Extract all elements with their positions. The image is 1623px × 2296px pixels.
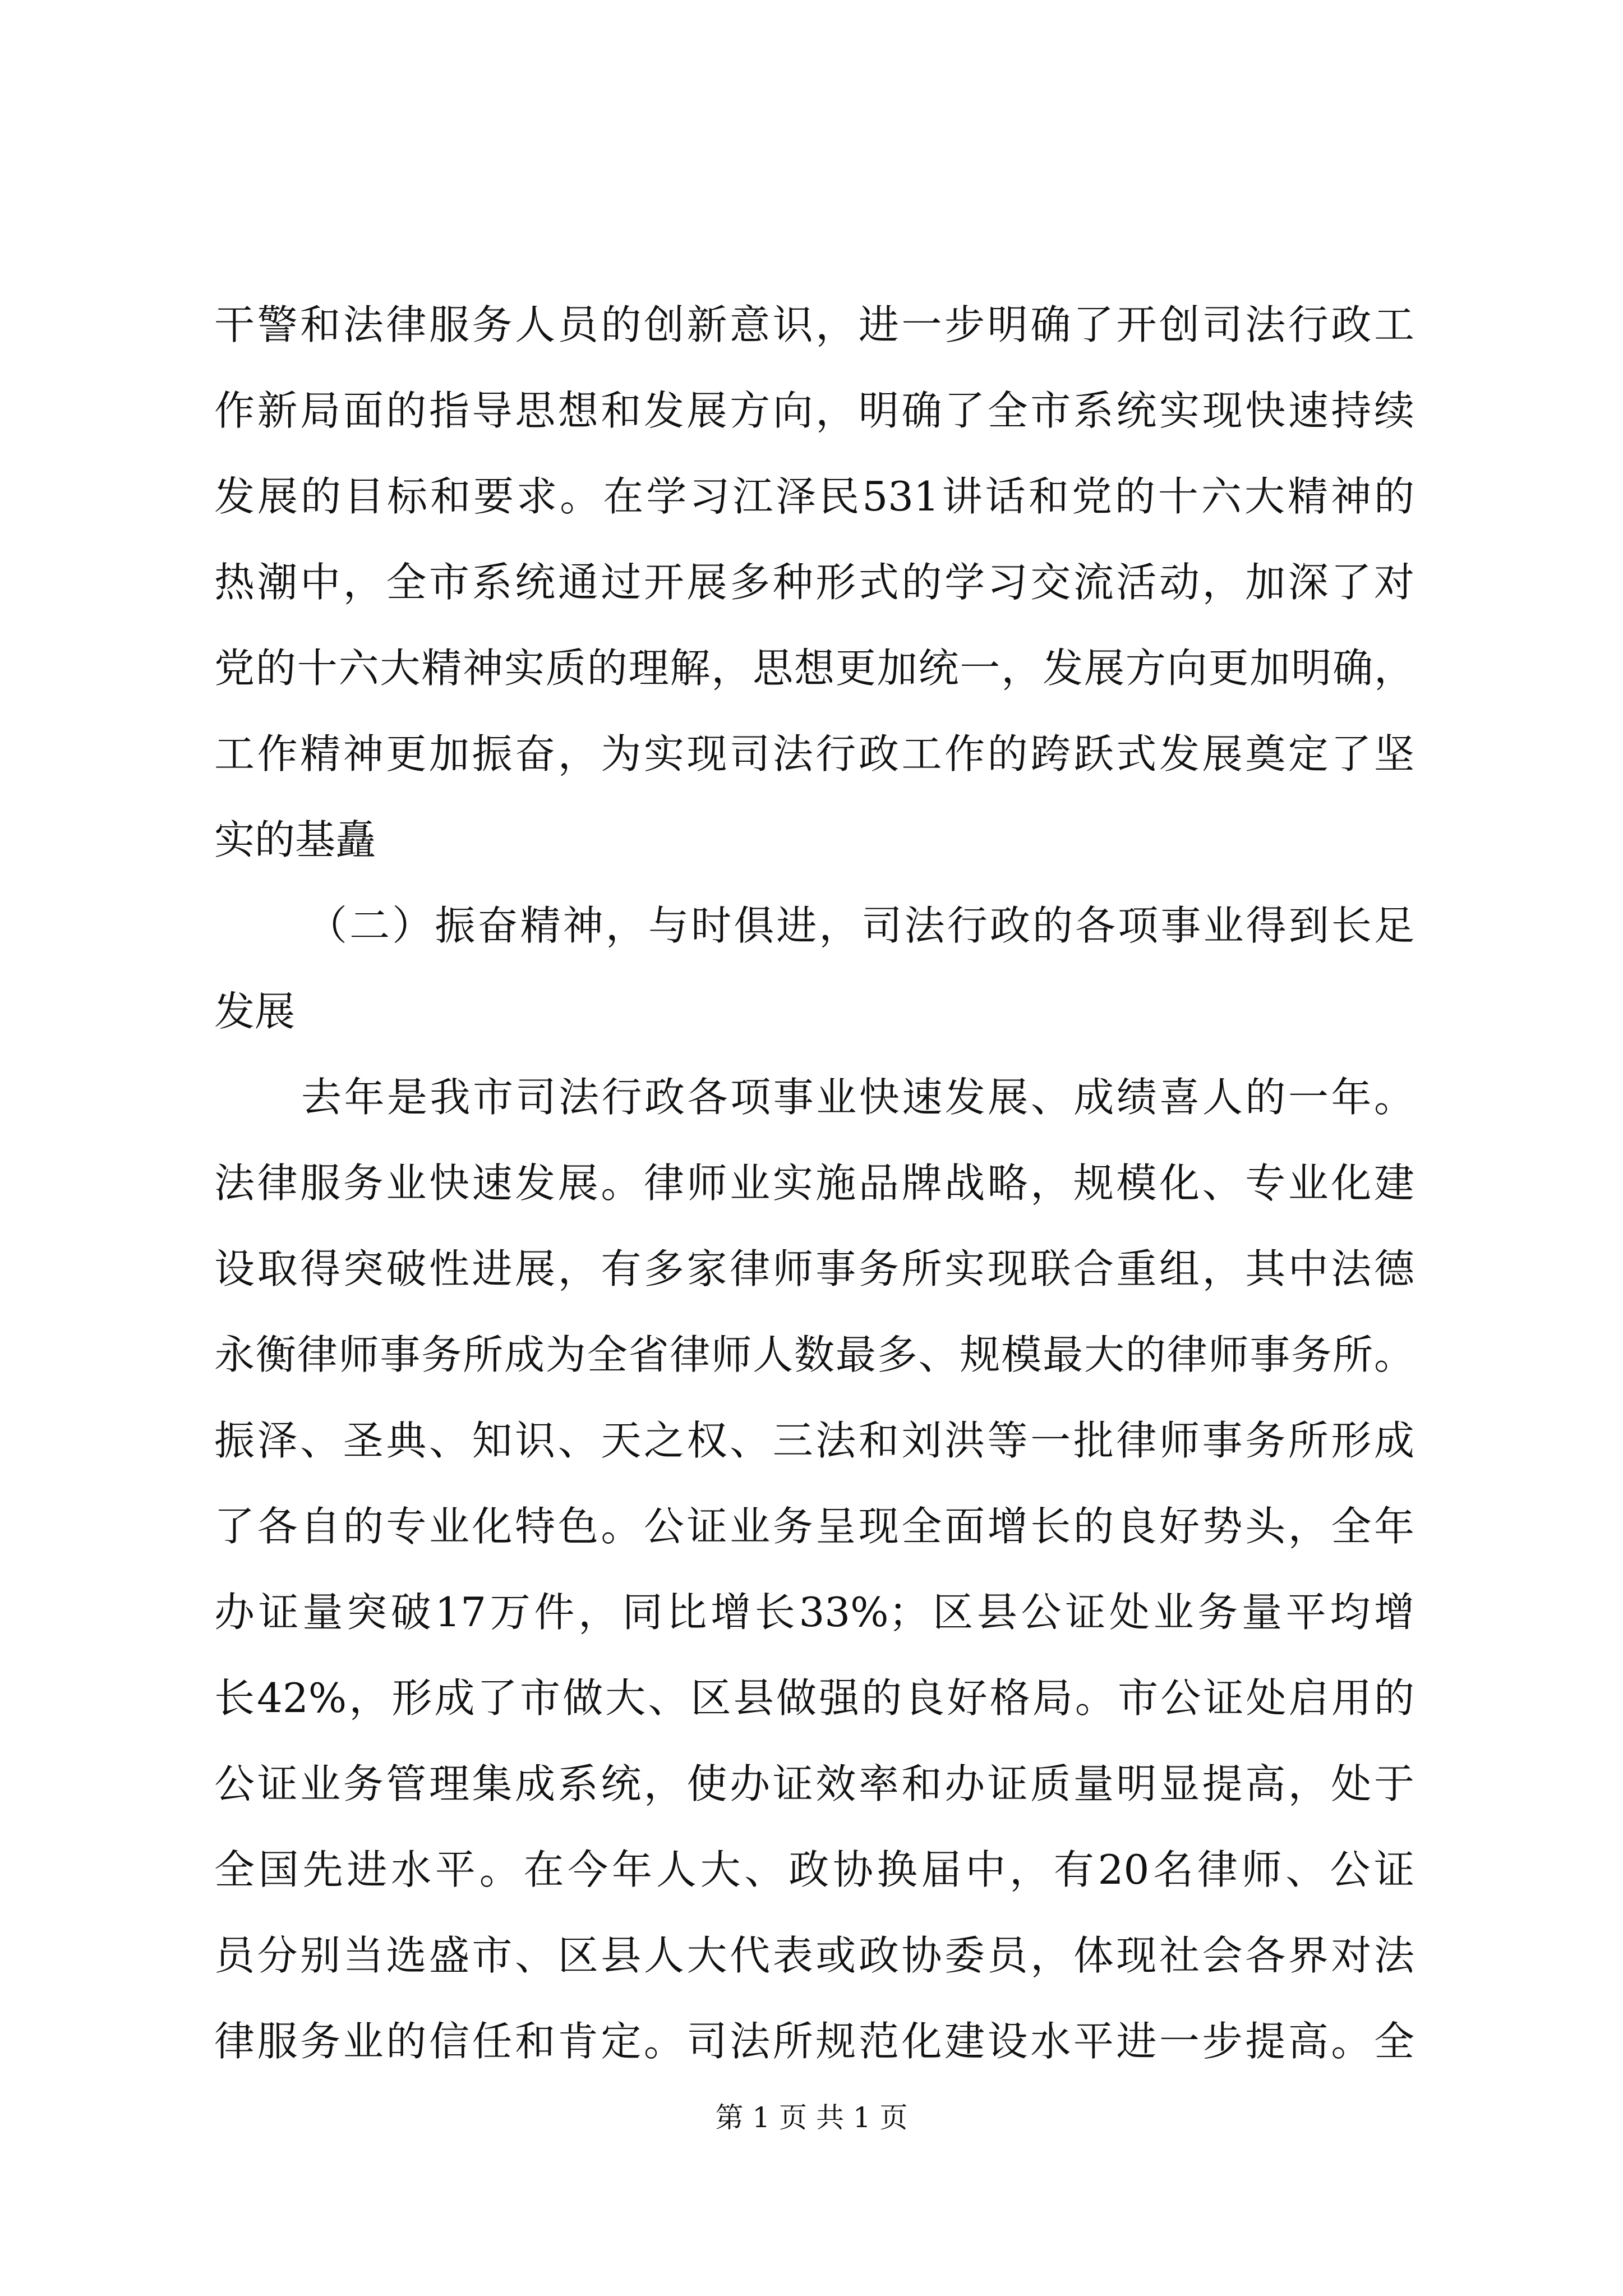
- text-line: 振泽、圣典、知识、天之权、三法和刘洪等一批律师事务所形成: [214, 1417, 1414, 1464]
- text-line: 了各自的专业化特色。公证业务呈现全面增长的良好势头，全年: [214, 1503, 1414, 1550]
- text-line: 实的基矗: [214, 816, 376, 863]
- text-line: 永衡律师事务所成为全省律师人数最多、规模最大的律师事务所。: [214, 1331, 1414, 1378]
- text-line: 办证量突破17万件，同比增长33%；区县公证处业务量平均增: [214, 1589, 1414, 1636]
- text-line: 党的十六大精神实质的理解，思想更加统一，发展方向更加明确，: [214, 645, 1414, 692]
- text-line: 法律服务业快速发展。律师业实施品牌战略，规模化、专业化建: [214, 1159, 1414, 1207]
- text-line: 员分别当选盛市、区县人大代表或政协委员，体现社会各界对法: [214, 1932, 1414, 1979]
- text-line: 律服务业的信任和肯定。司法所规范化建设水平进一步提高。全: [214, 2018, 1414, 2065]
- text-line: 长42%，形成了市做大、区县做强的良好格局。市公证处启用的: [214, 1674, 1414, 1722]
- text-line: 公证业务管理集成系统，使办证效率和办证质量明显提高，处于: [214, 1760, 1414, 1807]
- text-line: 工作精神更加振奋，为实现司法行政工作的跨跃式发展奠定了坚: [214, 730, 1414, 777]
- section-heading: （二）振奋精神，与时俱进，司法行政的各项事业得到长足: [307, 902, 1414, 949]
- page-footer: 第 1 页 共 1 页: [715, 2101, 908, 2134]
- text-line: 干警和法律服务人员的创新意识，进一步明确了开创司法行政工: [214, 301, 1414, 348]
- text-line: 去年是我市司法行政各项事业快速发展、成绩喜人的一年。: [301, 1074, 1414, 1121]
- text-line: 热潮中，全市系统通过开展多种形式的学习交流活动，加深了对: [214, 559, 1414, 606]
- text-line: 作新局面的指导思想和发展方向，明确了全市系统实现快速持续: [214, 387, 1414, 434]
- section-heading: 发展: [214, 988, 296, 1035]
- text-line: 发展的目标和要求。在学习江泽民531讲话和党的十六大精神的: [214, 473, 1414, 520]
- text-line: 全国先进水平。在今年人大、政协换届中，有20名律师、公证: [214, 1846, 1414, 1893]
- text-line: 设取得突破性进展，有多家律师事务所实现联合重组，其中法德: [214, 1245, 1414, 1292]
